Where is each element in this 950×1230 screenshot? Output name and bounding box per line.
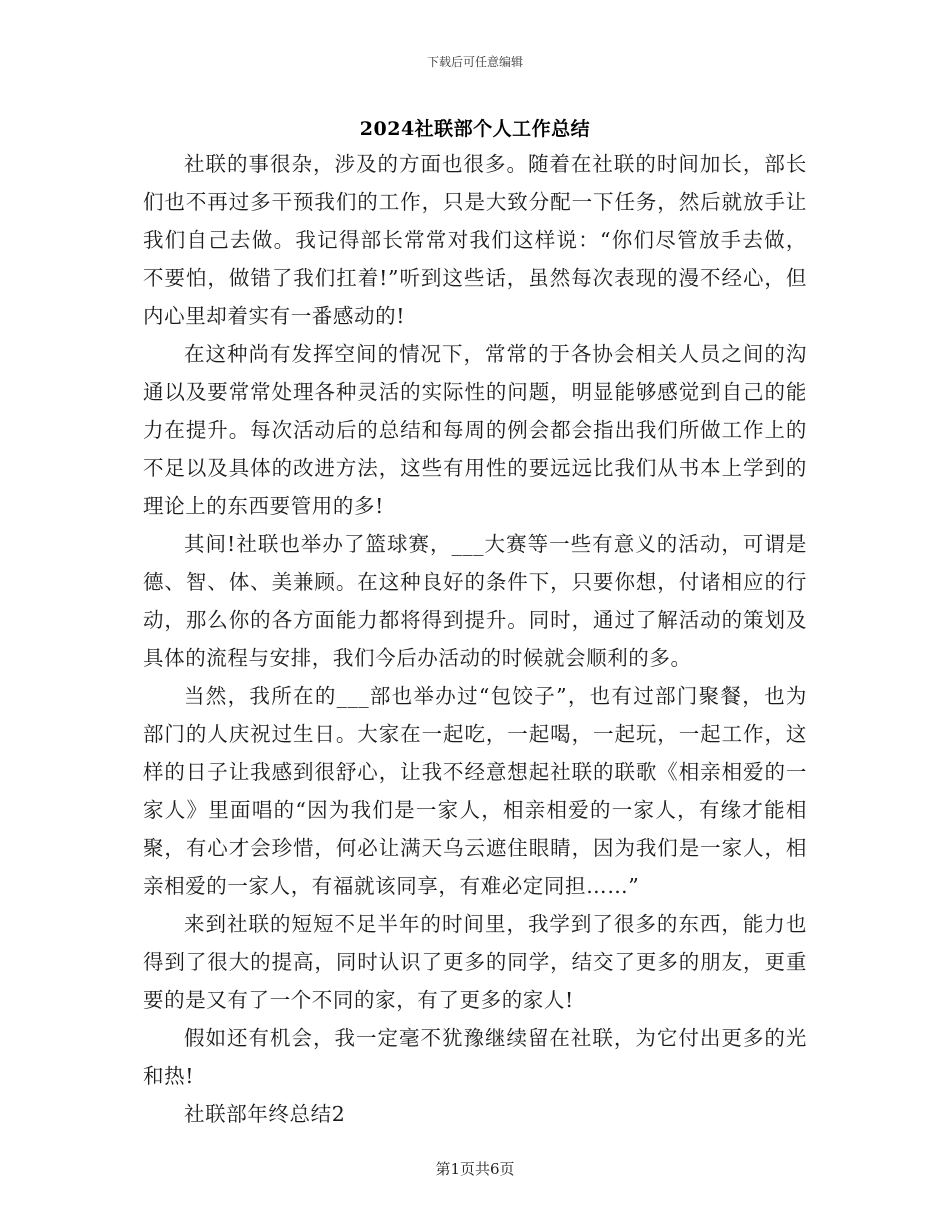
page-number-indicator: 第1页共6页 (435, 1160, 515, 1178)
page-header-note: 下载后可任意编辑 (426, 55, 523, 69)
paragraph-1: 社联的事很杂，涉及的方面也很多。随着在社联的时间加长，部长们也不再过多干预我们的工作，只是大致分配一下任务，然后就放手让我们自己去做。我记得部长常常对我们这样说：“你们尽管放手去做，不要怕，做错了我们扛着!”听到这些话，虽然每次表现的漫不经心，但内心里却着实有一番感动的! (143, 152, 807, 328)
paragraph-6: 假如还有机会，我一定毫不犹豫继续留在社联，为它付出更多的光和热! (143, 1026, 807, 1088)
paragraph-5: 来到社联的短短不足半年的时间里，我学到了很多的东西，能力也得到了很大的提高，同时认识了更多的同学，结交了更多的朋友，更重要的是又有了一个不同的家，有了更多的家人! (143, 912, 807, 1012)
document-body (143, 145, 807, 1133)
paragraph-4: 当然，我所在的___部也举办过“包饺子”，也有过部门聚餐，也为部门的人庆祝过生日。大家在一起吃，一起喝，一起玩，一起工作，这样的日子让我感到很舒心，让我不经意想起社联的联歌《相亲相爱的一家人》里面唱的“因为我们是一家人，相亲相爱的一家人，有缘才能相聚，有心才会珍惜，何必让满天乌云遮住眼睛，因为我们是一家人，相亲相爱的一家人，有福就该同享，有难必定同担……” (143, 684, 807, 898)
section-heading: 社联部年终总结2 (184, 1102, 346, 1126)
document-title: 2024社联部个人工作总结 (359, 118, 591, 140)
paragraph-2: 在这种尚有发挥空间的情况下，常常的于各协会相关人员之间的沟通以及要常常处理各种灵活的实际性的问题，明显能够感觉到自己的能力在提升。每次活动后的总结和每周的例会都会指出我们所做工作上的不足以及具体的改进方法，这些有用性的要远远比我们从书本上学到的理论上的东西要管用的多! (143, 342, 807, 518)
paragraph-3: 其间!社联也举办了篮球赛，___大赛等一些有意义的活动，可谓是德、智、体、美兼顾。在这种良好的条件下，只要你想，付诸相应的行动，那么你的各方面能力都将得到提升。同时，通过了解活动的策划及具体的流程与安排，我们今后办活动的时候就会顺利的多。 (143, 532, 807, 670)
